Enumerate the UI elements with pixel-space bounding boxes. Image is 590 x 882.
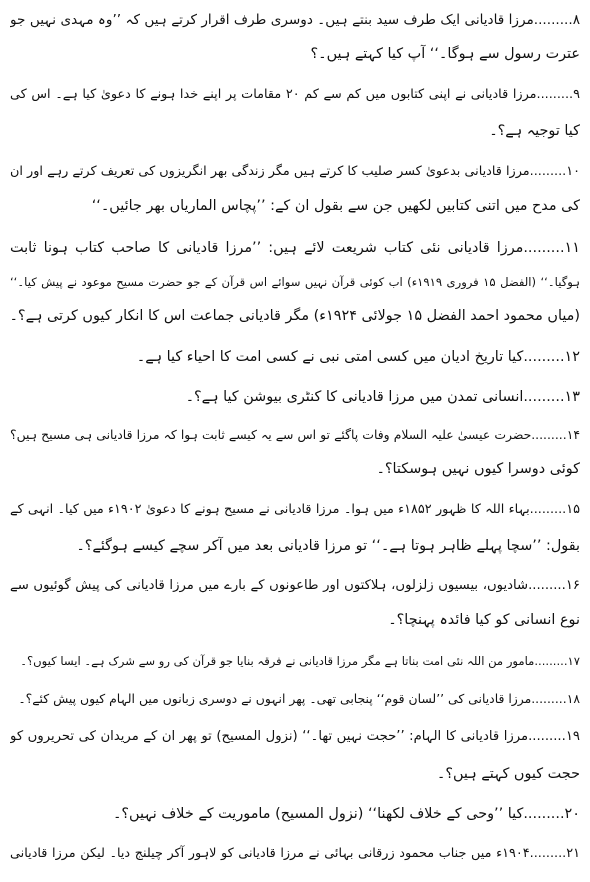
q21-line-1: ۲۱.........۱۹۰۴ء میں جناب محمود زرقانی بہائی نے مرزا قادیانی کو لاہور آکر چیلنج دیا۔ لیکن مرزا قادیانی xyxy=(10,846,580,861)
q9-line-1: ۹.........مرزا قادیانی نے اپنی کتابوں میں کم سے کم ۲۰ مقامات پر اپنے خدا ہونے کا دعویٰ کیا ہے۔ اس کی xyxy=(10,87,580,102)
q14-line-1: ۱۴.........حضرت عیسیٰ علیہ السلام وفات پاگئے تو اس سے یہ کیسے ثابت ہوا کہ مرزا قادیانی ہی مسیح ہیں؟ xyxy=(10,427,580,442)
q8-line-1: ۸.........مرزا قادیانی ایک طرف سید بنتے ہیں۔ دوسری طرف اقرار کرتے ہیں کہ ’’وہ مہدی نہیں جو xyxy=(10,12,580,28)
q8-line-2: عترت رسول سے ہوگا۔‘‘ آپ کیا کہتے ہیں۔؟ xyxy=(310,46,580,62)
q16-line-2: نوع انسانی کو کیا فائدہ پہنچا؟۔ xyxy=(388,612,580,628)
q19-line-2: حجت کیوں کہتے ہیں؟۔ xyxy=(436,766,580,782)
q15-line-2: بقول: ’’سچا پہلے ظاہر ہوتا ہے۔‘‘ تو مرزا قادیانی بعد میں آکر سچے کیسے ہوگئے؟۔ xyxy=(76,538,580,554)
q13-line: ۱۳.........انسانی تمدن میں مرزا قادیانی کا کنٹری بیوشن کیا ہے؟۔ xyxy=(185,389,580,405)
q11-line-1: ۱۱.........مرزا قادیانی نئی کتاب شریعت لائے ہیں: ’’مرزا قادیانی کا صاحب کتاب ہونا ثابت xyxy=(10,240,580,256)
q11-line-2: ہوگیا۔‘‘ (الفضل ۱۵ فروری ۱۹۱۹ء) اب کوئی قرآن نہیں سوائے اس قرآن کے جو حضرت مسیح موعود نے پیش کیا۔‘‘ xyxy=(10,275,580,289)
q10-line-1: ۱۰.........مرزا قادیانی بدعویٰ کسر صلیب کا کرتے ہیں مگر زندگی بھر انگریزوں کی تعریف کرتے رہے اور ان xyxy=(10,164,580,179)
q17-line: ۱۷.........مامور من اللہ نئی امت بناتا ہے مگر مرزا قادیانی نے فرقہ بنایا جو قرآن کی رو سے شرک ہے۔ ایسا کیوں؟۔ xyxy=(20,654,580,668)
q20-line: ۲۰.........کیا ’’وحی کے خلاف لکھنا‘‘ (نزول المسیح) ماموریت کے خلاف نہیں؟۔ xyxy=(112,806,580,822)
q14-line-2: کوئی دوسرا کیوں نہیں ہوسکتا؟۔ xyxy=(376,461,580,477)
q19-line-1: ۱۹.........مرزا قادیانی کا الہام: ’’حجت نہیں تھا۔‘‘ (نزول المسیح) تو پھر ان کے مریدان کی تحریروں کو xyxy=(10,729,580,744)
q10-line-2: کی مدح میں اتنی کتابیں لکھیں جن سے بقول ان کے: ’’پچاس الماریاں بھر جائیں۔‘‘ xyxy=(91,198,580,214)
q16-line-1: ۱۶.........شادیوں، بیسیوں زلزلوں، ہلاکتوں اور طاعونوں کے بارے میں مرزا قادیانی کی پیش گوئیوں سے xyxy=(10,578,580,593)
q18-line: ۱۸.........مرزا قادیانی کی ’’لسان قوم‘‘ پنجابی تھی۔ پھر انہوں نے دوسری زبانوں میں الہام کیوں پیش کئے؟۔ xyxy=(18,691,580,706)
q11-line-3: (میاں محمود احمد الفضل ۱۵ جولائی ۱۹۲۴ء) مگر قادیانی جماعت اس کا انکار کیوں کرتی ہے؟۔ xyxy=(10,308,580,324)
q12-line: ۱۲.........کیا تاریخ ادیان میں کسی امتی نبی نے کسی امت کا احیاء کیا ہے۔ xyxy=(136,349,580,365)
q9-line-2: کیا توجیہ ہے؟۔ xyxy=(489,123,580,139)
q15-line-1: ۱۵.........بہاء اللہ کا ظہور ۱۸۵۲ء میں ہوا۔ مرزا قادیانی نے مسیح ہونے کا دعویٰ ۱۹۰۲ء میں کیا۔ انہی کے xyxy=(10,502,580,517)
